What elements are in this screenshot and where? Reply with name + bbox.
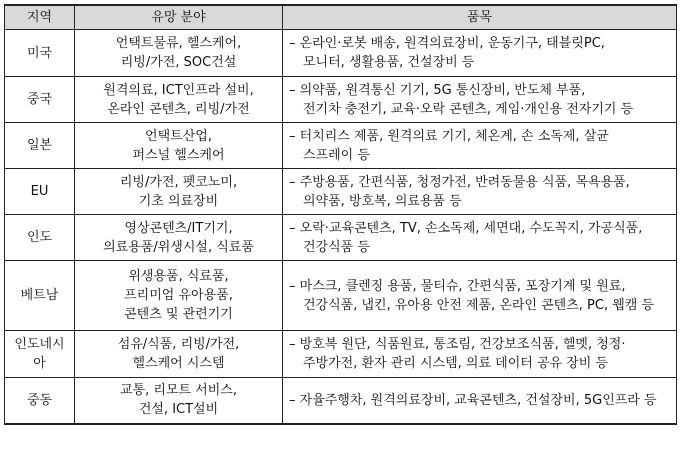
items-cell xyxy=(283,261,677,331)
table-row xyxy=(5,77,677,123)
items-line: 주방가전, 환자 관리 시스템, 의료 데이터 공유 장비 등 xyxy=(303,356,609,371)
field-line: 리빙/가전, SOC건설 xyxy=(120,55,237,70)
header-items: 품목 xyxy=(283,5,677,30)
field-line: 위생용품, 식료품, xyxy=(128,269,229,284)
region-cell: 미국 xyxy=(5,30,75,77)
items-line: 전기차 충전기, 교육·오락 콘텐츠, 게임·개인용 전자기기 등 xyxy=(303,101,634,117)
items-line: – 의약품, 원격통신 기기, 5G 통신장비, 반도체 부품, xyxy=(289,82,586,98)
field-cell xyxy=(75,331,283,378)
field-line: 언택트산업, xyxy=(145,128,212,144)
table-row xyxy=(5,261,677,331)
items-line: – 터치리스 제품, 원격의료 기기, 체온계, 손 소독제, 살균 xyxy=(289,128,609,144)
table-row xyxy=(5,123,677,169)
field-line: 기초 의료장비 xyxy=(138,193,219,209)
field-line: 의료용품/위생시설, 식료품 xyxy=(103,239,254,255)
items-line: – 온라인·로봇 배송, 원격의료장비, 운동기구, 태블릿PC, xyxy=(289,36,605,51)
field-line: 섬유/식품, 리빙/가전, xyxy=(117,337,240,352)
items-cell xyxy=(283,169,677,215)
field-line: 프리미엄 유아용품, xyxy=(124,288,233,303)
header-field: 유망 분야 xyxy=(75,5,283,30)
field-cell xyxy=(75,123,283,169)
header-row xyxy=(5,5,677,30)
table-row xyxy=(5,378,677,424)
items-line: – 주방용품, 간편식품, 청정가전, 반려동물용 식품, 목욕용품, xyxy=(289,174,630,190)
region-cell: 베트남 xyxy=(5,261,75,331)
header-region: 지역 xyxy=(5,5,75,30)
table-row xyxy=(5,331,677,378)
items-line: 건강식품 등 xyxy=(303,239,370,255)
items-line: 의약품, 방호복, 의료용품 등 xyxy=(303,193,462,209)
items-cell xyxy=(283,331,677,378)
market-table xyxy=(4,4,677,425)
table-row xyxy=(5,169,677,215)
table-row xyxy=(5,30,677,77)
field-line: 콘텐츠 및 관련기기 xyxy=(124,307,233,322)
items-cell xyxy=(283,30,677,77)
field-cell xyxy=(75,77,283,123)
field-line: 교통, 리모트 서비스, xyxy=(120,383,237,399)
table-row xyxy=(5,215,677,261)
field-line: 헬스케어 시스템 xyxy=(132,356,225,371)
region-cell: 중동 xyxy=(5,378,75,424)
field-line: 영상콘텐츠/IT기기, xyxy=(124,220,233,236)
field-cell xyxy=(75,261,283,331)
items-line: – 자율주행차, 원격의료장비, 교육콘텐츠, 건설장비, 5G인프라 등 xyxy=(289,392,657,408)
field-cell xyxy=(75,30,283,77)
items-line: 모니터, 생활용품, 건설장비 등 xyxy=(303,55,475,70)
field-cell xyxy=(75,169,283,215)
field-cell xyxy=(75,215,283,261)
field-line: 리빙/가전, 펫코노미, xyxy=(119,174,238,190)
items-cell xyxy=(283,77,677,123)
field-line: 온라인 콘텐츠, 리빙/가전 xyxy=(107,101,250,117)
region-cell: EU xyxy=(5,169,75,215)
items-line: 스프레이 등 xyxy=(303,147,370,163)
region-cell: 중국 xyxy=(5,77,75,123)
items-line: – 방호복 원단, 식품원료, 통조림, 건강보조식품, 헬멧, 청정· xyxy=(289,337,626,352)
region-cell: 인도네시아 xyxy=(5,331,75,378)
field-line: 언택트물류, 헬스케어, xyxy=(115,36,242,51)
items-line: 건강식품, 냅킨, 유아용 안전 제품, 온라인 콘텐츠, PC, 웹캠 등 xyxy=(303,297,655,313)
items-line: – 오락·교육콘텐츠, TV, 손소독제, 세면대, 수도꼭지, 가공식품, xyxy=(289,220,643,236)
items-cell xyxy=(283,215,677,261)
items-cell xyxy=(283,378,677,424)
field-cell xyxy=(75,378,283,424)
region-cell: 일본 xyxy=(5,123,75,169)
field-line: 퍼스널 헬스케어 xyxy=(132,147,225,163)
region-cell: 인도 xyxy=(5,215,75,261)
items-line: – 마스크, 클렌징 용품, 물티슈, 간편식품, 포장기계 및 원료, xyxy=(289,278,626,294)
items-cell xyxy=(283,123,677,169)
field-line: 원격의료, ICT인프라 설비, xyxy=(103,82,254,98)
field-line: 건설, ICT설비 xyxy=(138,402,219,418)
